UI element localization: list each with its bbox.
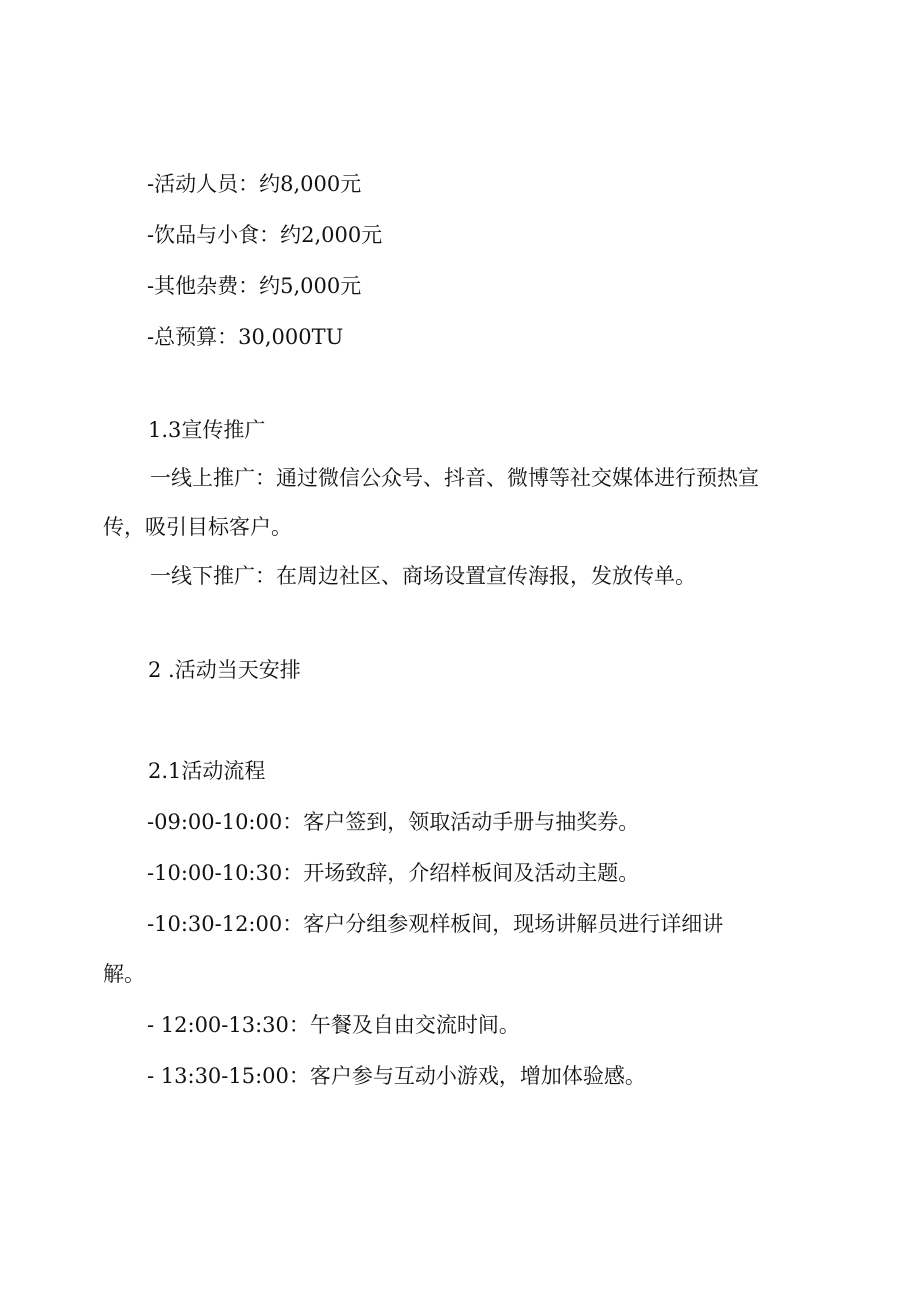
section-heading-day-schedule: 2 .活动当天安排: [148, 658, 301, 682]
section-heading-promotion: 1.3宣传推广: [148, 418, 266, 442]
budget-item-food: -饮品与小食：约2,000元: [147, 223, 383, 247]
schedule-item: -09:00-10:00：客户签到，领取活动手册与抽奖券。: [147, 810, 640, 834]
section-heading-flow: 2.1活动流程: [148, 759, 266, 783]
promotion-offline: 一线下推广：在周边社区、商场设置宣传海报，发放传单。: [150, 564, 696, 588]
promotion-online-line1: 一线上推广：通过微信公众号、抖音、微博等社交媒体进行预热宣: [150, 466, 759, 490]
schedule-item: -10:00-10:30：开场致辞，介绍样板间及活动主题。: [147, 861, 640, 885]
budget-item-total: -总预算：30,000TU: [147, 325, 344, 349]
budget-item-staff: -活动人员：约8,000元: [147, 172, 362, 196]
schedule-item: - 13:30-15:00：客户参与互动小游戏，增加体验感。: [147, 1064, 646, 1088]
schedule-item-continuation: 解。: [103, 962, 145, 986]
schedule-item: - 12:00-13:30：午餐及自由交流时间。: [147, 1013, 520, 1037]
budget-item-misc: -其他杂费：约5,000元: [147, 274, 362, 298]
schedule-item: -10:30-12:00：客户分组参观样板间，现场讲解员进行详细讲: [147, 912, 724, 936]
promotion-online-line2: 传，吸引目标客户。: [103, 515, 292, 539]
